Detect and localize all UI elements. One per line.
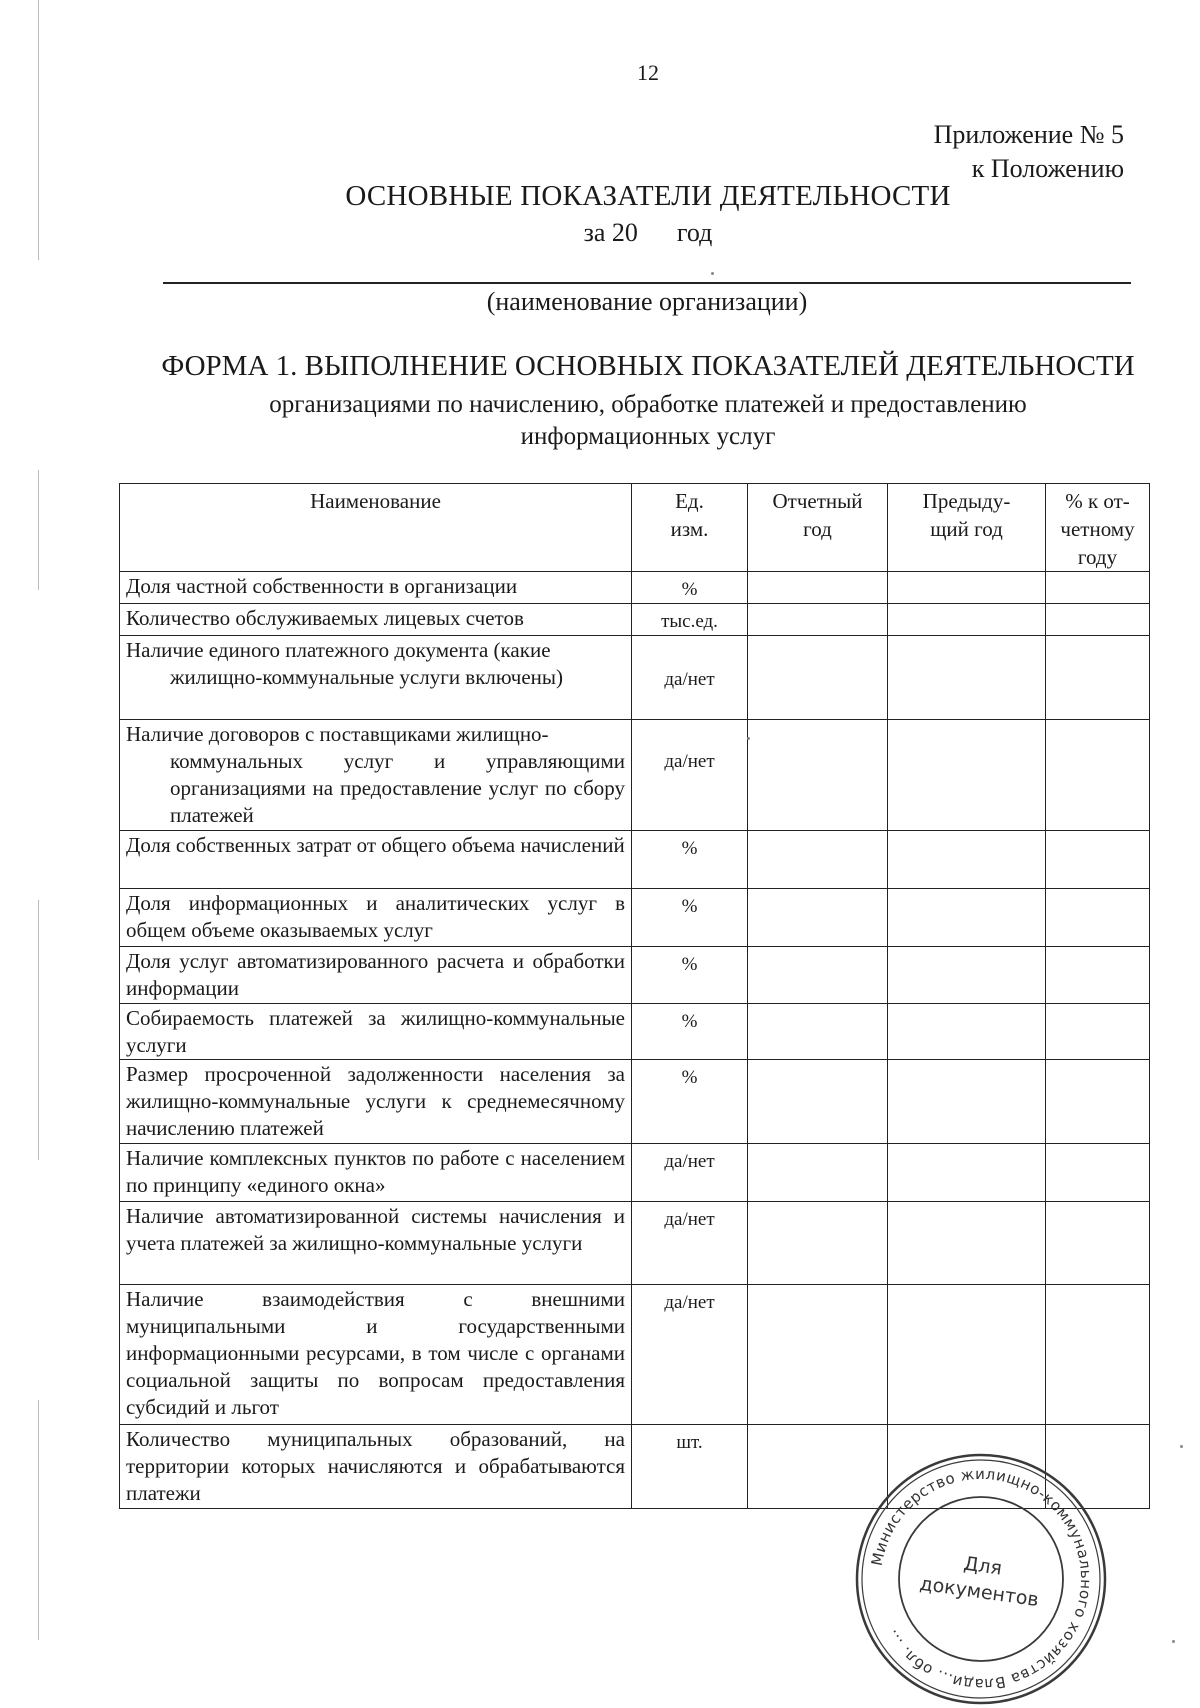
appendix-line-2: к Положению (971, 154, 1124, 183)
row-previous-value (888, 636, 1046, 720)
row-name-continuation: коммунальных услуг и управляющими организациями на предоставление услуг по сбору платежей (170, 749, 625, 827)
scan-speck (1172, 1640, 1175, 1643)
row-percent-value (1046, 1060, 1150, 1144)
row-unit: % (632, 831, 748, 889)
form-subtitle-line-1: организациями по начислению, обработке платежей и предоставлению (269, 391, 1027, 418)
table-row (120, 1285, 1150, 1425)
stamp-outer-ring-inner (862, 1460, 1100, 1698)
row-current-value (748, 1144, 888, 1202)
row-percent-value (1046, 1144, 1150, 1202)
row-current-value (748, 889, 888, 947)
row-name: Доля услуг автоматизированного расчета и обработки информации (120, 947, 632, 1004)
row-name: Количество обслуживаемых лицевых счетов (120, 604, 632, 636)
row-previous-value (888, 572, 1046, 604)
row-current-value (748, 1285, 888, 1425)
row-percent-value (1046, 604, 1150, 636)
row-previous-value (888, 1285, 1046, 1425)
row-percent-value (1046, 889, 1150, 947)
scan-edge-line (38, 470, 39, 590)
row-unit: % (632, 1004, 748, 1060)
row-current-value (748, 947, 888, 1004)
row-unit: да/нет (632, 1202, 748, 1285)
row-name: Наличие автоматизированной системы начисления и учета платежей за жилищно-коммунальные услуги (120, 1202, 632, 1285)
row-current-value (748, 1202, 888, 1285)
stamp-outer-ring (857, 1455, 1105, 1703)
table-header-row (120, 484, 1150, 572)
table-row (120, 1060, 1150, 1144)
table-row (120, 1004, 1150, 1060)
row-previous-value (888, 604, 1046, 636)
row-percent-value (1046, 636, 1150, 720)
row-unit: да/нет (632, 720, 748, 831)
row-previous-value (888, 1004, 1046, 1060)
official-stamp (852, 1450, 1110, 1708)
row-current-value (748, 636, 888, 720)
header-name: Наименование (120, 484, 632, 572)
row-previous-value (888, 720, 1046, 831)
row-unit: да/нет (632, 636, 748, 720)
row-current-value (748, 1004, 888, 1060)
row-name (120, 720, 632, 831)
row-previous-value (888, 831, 1046, 889)
row-name (120, 636, 632, 720)
row-current-value (748, 720, 888, 831)
table-row (120, 572, 1150, 604)
form-title: ФОРМА 1. ВЫПОЛНЕНИЕ ОСНОВНЫХ ПОКАЗАТЕЛЕЙ ДЕЯТЕЛЬНОСТИ (161, 350, 1135, 382)
organization-caption: (наименование организации) (486, 287, 808, 316)
row-unit: тыс.ед. (632, 604, 748, 636)
appendix-line-1: Приложение № 5 (933, 120, 1124, 149)
row-name: Доля информационных и аналитических услуг в общем объеме оказываемых услуг (120, 889, 632, 947)
header-unit: Ед. изм. (632, 484, 748, 572)
row-unit: % (632, 889, 748, 947)
header-current-year: Отчетный год (748, 484, 888, 572)
table-row (120, 720, 1150, 831)
row-unit: % (632, 1060, 748, 1144)
appendix-reference (934, 118, 1124, 186)
metrics-table (119, 483, 1150, 1509)
row-name: Наличие взаимодействия с внешними муниципальными и государственными информационными ресурсами, в том числе с органами социальной защиты по вопросам предоставления субсидий и льгот (120, 1285, 632, 1425)
scan-edge-line (38, 900, 39, 1160)
row-previous-value (888, 1060, 1046, 1144)
row-name: Собираемость платежей за жилищно-коммунальные услуги (120, 1004, 632, 1060)
row-name: Доля собственных затрат от общего объема начислений (120, 831, 632, 889)
form-subtitle-line-2: информационных услуг (520, 423, 776, 450)
row-unit: шт. (632, 1425, 748, 1509)
page-number: 12 (637, 60, 659, 85)
scan-speck (1180, 1445, 1183, 1448)
scan-speck (711, 272, 714, 275)
stamp-center-line-1: Для (962, 1552, 1004, 1580)
row-name-lead: Наличие договоров с поставщиками жилищно- (126, 722, 549, 746)
stamp-center-line-2: документов (918, 1572, 1041, 1612)
row-unit: % (632, 947, 748, 1004)
row-percent-value (1046, 720, 1150, 831)
table-row (120, 604, 1150, 636)
row-unit: да/нет (632, 1144, 748, 1202)
row-previous-value (888, 947, 1046, 1004)
row-name: Наличие комплексных пунктов по работе с населением по принципу «единого окна» (120, 1144, 632, 1202)
scan-speck (747, 737, 750, 740)
header-previous-year: Предыду-щий год (888, 484, 1046, 572)
document-title: ОСНОВНЫЕ ПОКАЗАТЕЛИ ДЕЯТЕЛЬНОСТИ (345, 180, 951, 212)
table-row (120, 636, 1150, 720)
form-subtitle (150, 389, 1146, 453)
row-percent-value (1046, 947, 1150, 1004)
row-name-continuation: жилищно-коммунальные услуги включены) (170, 665, 564, 689)
row-unit: да/нет (632, 1285, 748, 1425)
row-previous-value (888, 889, 1046, 947)
row-percent-value (1046, 1202, 1150, 1285)
row-percent-value (1046, 1285, 1150, 1425)
row-percent-value (1046, 831, 1150, 889)
row-current-value (748, 604, 888, 636)
row-name: Размер просроченной задолженности населения за жилищно-коммунальные услуги к среднемесячному начислению платежей (120, 1060, 632, 1144)
table-row (120, 1202, 1150, 1285)
row-name: Доля частной собственности в организации (120, 572, 632, 604)
stamp-ring-text: Министерство жилищно-коммунального хозяйства Влади... обл. ... (867, 1464, 1096, 1694)
row-current-value (748, 1060, 888, 1144)
row-name: Количество муниципальных образований, на территории которых начисляются и обрабатываются платежи (120, 1425, 632, 1509)
header-percent: % к от-четному году (1046, 484, 1150, 572)
row-name-lead: Наличие единого платежного документа (какие (126, 638, 551, 662)
row-percent-value (1046, 572, 1150, 604)
row-unit: % (632, 572, 748, 604)
row-percent-value (1046, 1004, 1150, 1060)
row-current-value (748, 572, 888, 604)
row-previous-value (888, 1202, 1046, 1285)
scan-edge-line (38, 1400, 39, 1640)
row-current-value (748, 831, 888, 889)
table-row (120, 947, 1150, 1004)
table-row (120, 831, 1150, 889)
table-row (120, 889, 1150, 947)
organization-name-line (163, 282, 1131, 284)
document-year-line: за 20 год (583, 218, 713, 247)
table-row (120, 1144, 1150, 1202)
row-previous-value (888, 1144, 1046, 1202)
